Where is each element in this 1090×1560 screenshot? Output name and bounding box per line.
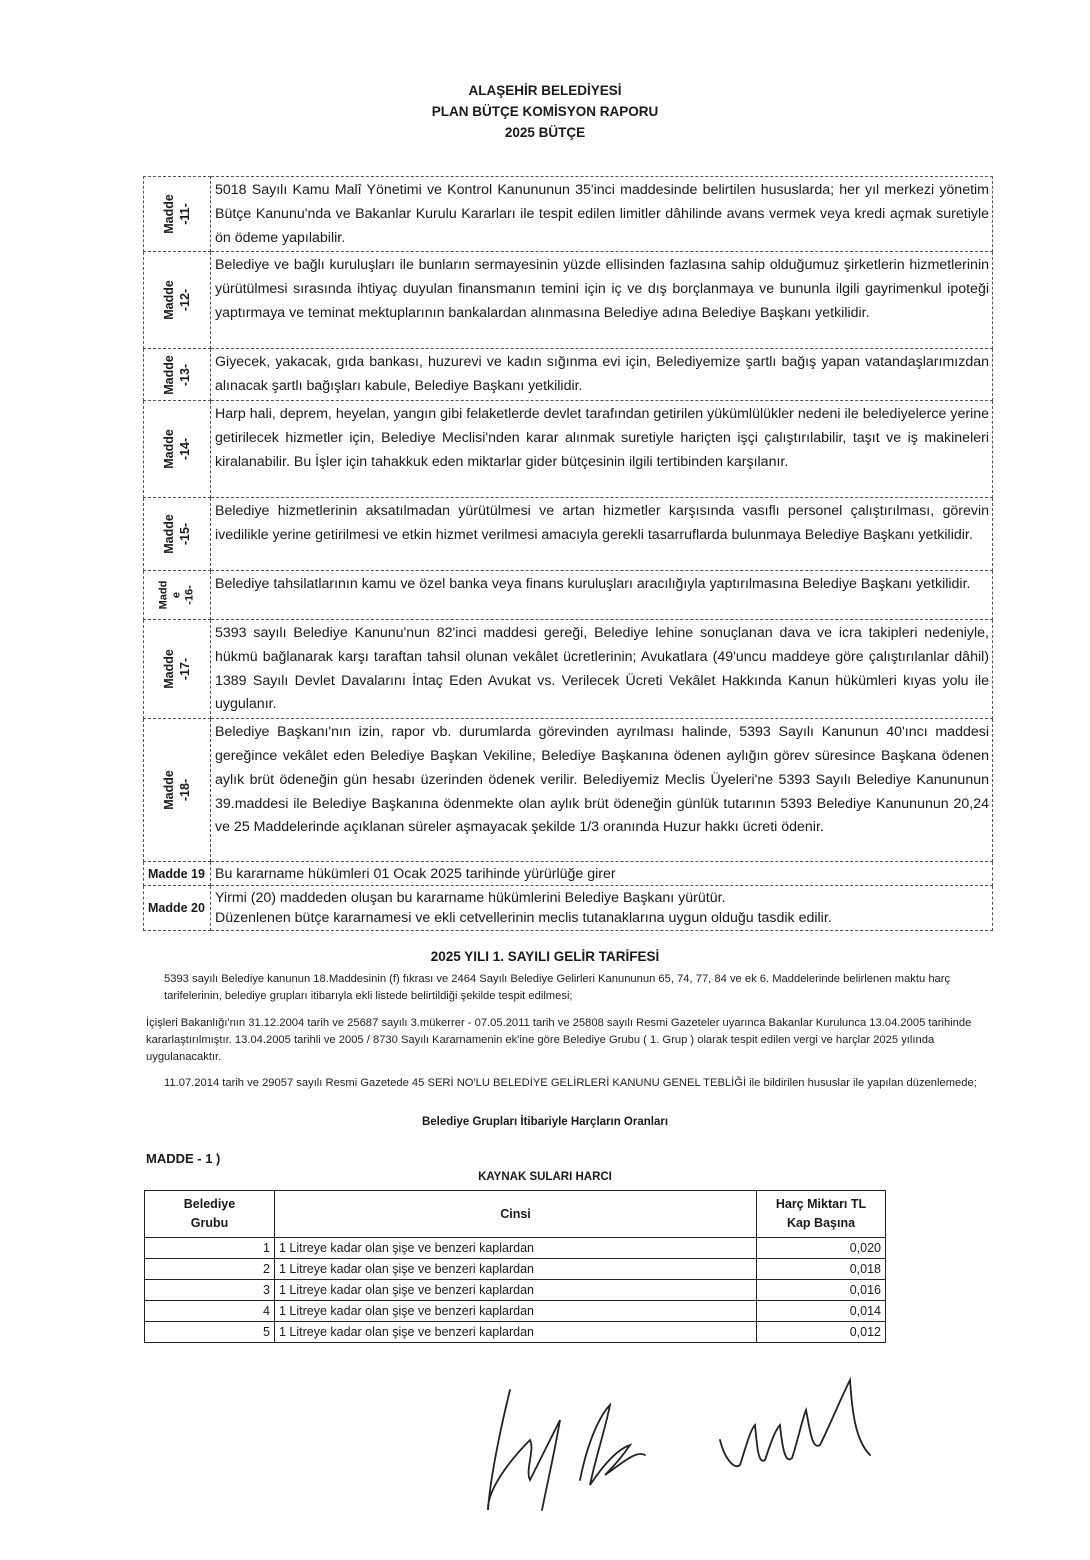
table-row	[145, 1301, 886, 1322]
madde-row	[144, 619, 993, 718]
miktar-cell: 0,012	[757, 1322, 886, 1343]
table-row	[145, 1259, 886, 1280]
signature-1	[488, 1390, 560, 1510]
madde-label-word: Madde	[162, 649, 176, 689]
miktar-cell: 0,018	[757, 1259, 886, 1280]
table-row	[145, 1238, 886, 1259]
madde-label	[161, 429, 193, 469]
madde-label-word: Madde	[162, 429, 176, 469]
madde-label: Madde 19	[148, 866, 205, 881]
madde-label-word: Madde	[162, 354, 176, 395]
grup-cell: 4	[145, 1301, 275, 1322]
header-harc-miktari-tl: Harç Miktarı TL	[775, 1197, 867, 1211]
miktar-cell: 0,020	[757, 1238, 886, 1259]
madde-label-word: Madd	[157, 580, 170, 610]
cinsi-cell: 1 Litreye kadar olan şişe ve benzeri kaplardan	[275, 1238, 757, 1259]
cinsi-cell: 1 Litreye kadar olan şişe ve benzeri kaplardan	[275, 1280, 757, 1301]
grup-cell: 3	[145, 1280, 275, 1301]
table-row	[145, 1322, 886, 1343]
signature-3	[720, 1380, 870, 1466]
madde-text: Giyecek, yakacak, gıda bankası, huzurevi ve kadın sığınma evi için, Belediyemize şartlı bağış yapan vatandaşlarımızdan alınacak şartlı bağışları kabule, Belediye Başkanı yetkilidir.	[211, 349, 993, 401]
madde-row	[144, 349, 993, 401]
madde-row	[144, 719, 993, 862]
header-harc-miktari	[757, 1191, 886, 1238]
madde-label-cell	[144, 886, 211, 931]
header-report-title: PLAN BÜTÇE KOMİSYON RAPORU	[431, 104, 659, 119]
madde-text: 5393 sayılı Belediye Kanunu'nun 82'inci maddesi gereği, Belediye lehine sonuçlanan dava ve icra takipleri nedeniyle, hükmü bağlanarak karşı taraftan tahsil olunan vekâlet ücretlerinin; Avukatlara (49'uncu maddeye göre çalıştırılanlar dâhil) 1389 Sayılı Devlet Davalarını İntaç Eden Avukat vs. Verilecek Ücreti Vekâlet Hakkında Kanun hükümleri kıyas yolu ile uygulanır.	[211, 619, 993, 718]
harc-table	[144, 1190, 886, 1343]
madde-label-word: Madde	[162, 514, 176, 554]
madde-table	[143, 176, 993, 931]
madde-label	[161, 194, 193, 234]
madde-label-word: Madde	[162, 770, 176, 810]
header-belediye-grubu	[145, 1191, 275, 1238]
cinsi-cell: 1 Litreye kadar olan şişe ve benzeri kaplardan	[275, 1259, 757, 1280]
madde-label-number: -16-	[183, 585, 196, 605]
grup-cell: 2	[145, 1259, 275, 1280]
madde-label-cell	[144, 719, 211, 862]
madde-label-number: -11-	[178, 203, 192, 225]
miktar-cell: 0,014	[757, 1301, 886, 1322]
harc-table-title: KAYNAK SULARI HARCI	[478, 1171, 612, 1183]
header-budget-year: 2025 BÜTÇE	[504, 125, 586, 140]
madde-text: 5018 Sayılı Kamu Malî Yönetimi ve Kontrol Kanununun 35'inci maddesinde belirtilen hususlarda; her yıl merkezi yönetim Bütçe Kanunu'nda ve Bakanlar Kurulu Kararları ile tespit edilen limitler dâhilinde avans vermek veya kredi açmak suretiyle ön ödeme yapılabilir.	[211, 177, 993, 252]
madde-text: Belediye hizmetlerinin aksatılmadan yürütülmesi ve artan hizmetler karşısında vasıflı personel çalıştırılması, görevin ivedilikle yerine getirilmesi ve etkin hizmet verilmesi amacıyla gerekli tasarruflarda bulunmaya Belediye Başkanı yetkilidir.	[211, 497, 993, 570]
madde-label-number: -12-	[178, 289, 192, 312]
tarife-subtitle: Belediye Grupları İtibariyle Harçların Oranları	[421, 1116, 669, 1128]
miktar-cell: 0,016	[757, 1280, 886, 1301]
madde-label	[161, 770, 193, 810]
madde-text: Harp hali, deprem, heyelan, yangın gibi felaketlerde devlet tarafından getirilen yükümlülükler nedeni ile belediyelerce yerine getirilecek hizmetler için, Belediye Meclisi'nden karar alınmak suretiyle hariçten işçi çalıştırılabilir, taşıt ve iş makineleri kiralanabilir. Bu İşler için tahakkuk eden miktarlar gider bütçesinin ilgili tertibinden karşılanır.	[211, 400, 993, 497]
madde-text: Yirmi (20) maddeden oluşan bu kararname hükümlerini Belediye Başkanı yürütür. Düzenlenen bütçe kararnamesi ve ekli cetvellerinin meclis tutanaklarına uygun olduğu tasdik edilir.	[211, 886, 993, 931]
madde-label	[161, 281, 193, 321]
harc-table-header-row	[145, 1191, 886, 1238]
madde-label-number: -13-	[178, 363, 192, 386]
madde-row	[144, 252, 993, 349]
madde-label-word-cont: e	[170, 591, 183, 599]
madde-label-cell	[144, 619, 211, 718]
madde-label-cell	[144, 252, 211, 349]
madde-label	[161, 355, 193, 395]
tarife-title: 2025 YILI 1. SAYILI GELİR TARİFESİ	[430, 949, 660, 964]
madde-label-number: -14-	[178, 437, 192, 461]
header-belediye: Belediye	[183, 1197, 236, 1211]
madde-label-cell	[144, 862, 211, 886]
madde-row	[144, 886, 993, 931]
header-grubu: Grubu	[190, 1216, 229, 1230]
tarife-paragraph-3: 11.07.2014 tarih ve 29057 sayılı Resmi Gazetede 45 SERİ NO'LU BELEDİYE GELİRLERİ KANUNU GENEL TEBLİĞİ ile bildirilen hususlar ile yapılan düzenlemede;	[164, 1077, 977, 1089]
madde-text: Belediye Başkanı'nın izin, rapor vb. durumlarda görevinden ayrılması halinde, 5393 Sayılı Kanunun 40'ıncı maddesi gereğince vekâlet eden Belediye Başkan Vekiline, Belediye Başkanına ödenen aylığın görev süresince Başkana ödenen aylık brüt ödeneğin gün hesabı üzerinden ödenek verilir. Belediyemiz Meclis Üyeleri'ne 5393 Sayılı Belediye Kanununun 39.maddesi ile Belediye Başkanına ödenmekte olan aylık brüt ödeneğin günlük tutarının 5393 Belediye Kanununun 20,24 ve 25 Maddelerinde açıklanan süreler aşmayacak şekilde 1/3 oranında Huzur hakkı ücreti ödenir.	[211, 719, 993, 862]
madde-label-word: Madde	[162, 194, 176, 234]
tarife-paragraph-1: 5393 sayılı Belediye kanunun 18.Maddesinin (f) fıkrası ve 2464 Sayılı Belediye Gelirleri Kanununun 65, 74, 77, 84 ve ek 6. Maddelerinde belirlenen maktu harç tarifelerinin, belediye grupları itibarıyla ekli listede belirtildiği şekilde tespit edilmesi;	[164, 973, 951, 1002]
madde-label-cell	[144, 497, 211, 570]
madde-text: Bu kararname hükümleri 01 Ocak 2025 tarihinde yürürlüğe girer	[211, 862, 993, 886]
table-row	[145, 1280, 886, 1301]
signatures	[470, 1370, 890, 1520]
madde-row	[144, 177, 993, 252]
header-kap-basina: Kap Başına	[786, 1216, 856, 1230]
madde-label-word: Madde	[162, 280, 176, 321]
tarife-paragraph-2: İçişleri Bakanlığı'nın 31.12.2004 tarih ve 25687 sayılı 3.mükerrer - 07.05.2011 tarih ve 25808 sayılı Resmi Gazeteler uyarınca Bakanlar Kurulunca 13.04.2005 tarihinde kararlaştırılmıştır. 13.04.2005 tarihli ve 2005 / 8730 Sayılı Kararnamenin ek'ine göre Belediye Grubu ( 1. Grup ) olarak tespit edilen vergi ve harçlar 2025 yılında uygulanacaktır.	[146, 1017, 972, 1063]
madde-text: Belediye ve bağlı kuruluşları ile bunların sermayesinin yüzde ellisinden fazlasına sahip olduğumuz şirketlerin hizmetlerinin yürütülmesi sırasında ihtiyaç duyulan finansmanın temini için iç ve dış borçlanmaya ve bununla ilgili gayrimenkul ipoteği yaptırmaya ve teminat mektuplarının bankalardan alınmasına Belediye adına Belediye Başkanı yetkilidir.	[211, 252, 993, 349]
signature-2	[580, 1405, 645, 1485]
cinsi-cell: 1 Litreye kadar olan şişe ve benzeri kaplardan	[275, 1322, 757, 1343]
grup-cell: 1	[145, 1238, 275, 1259]
madde-label-cell	[144, 349, 211, 401]
grup-cell: 5	[145, 1322, 275, 1343]
madde-label-number: -17-	[178, 657, 192, 681]
header-cinsi: Cinsi	[275, 1191, 757, 1238]
madde-label-number: -18-	[178, 779, 192, 802]
madde-1-label: MADDE - 1 )	[146, 1151, 221, 1166]
madde-row	[144, 570, 993, 619]
header-institution: ALAŞEHİR BELEDİYESİ	[468, 83, 622, 98]
madde-row	[144, 400, 993, 497]
madde-row	[144, 497, 993, 570]
document-header	[0, 80, 1090, 143]
madde-row	[144, 862, 993, 886]
madde-label	[158, 581, 197, 610]
madde-label-number: -15-	[178, 522, 192, 546]
madde-label-cell	[144, 177, 211, 252]
madde-label	[161, 514, 193, 554]
madde-label-cell	[144, 400, 211, 497]
madde-label: Madde 20	[148, 901, 205, 916]
madde-label	[161, 649, 193, 689]
madde-label-cell	[144, 570, 211, 619]
madde-text: Belediye tahsilatlarının kamu ve özel banka veya finans kuruluşları aracılığıyla yaptırılmasına Belediye Başkanı yetkilidir.	[211, 570, 993, 619]
cinsi-cell: 1 Litreye kadar olan şişe ve benzeri kaplardan	[275, 1301, 757, 1322]
